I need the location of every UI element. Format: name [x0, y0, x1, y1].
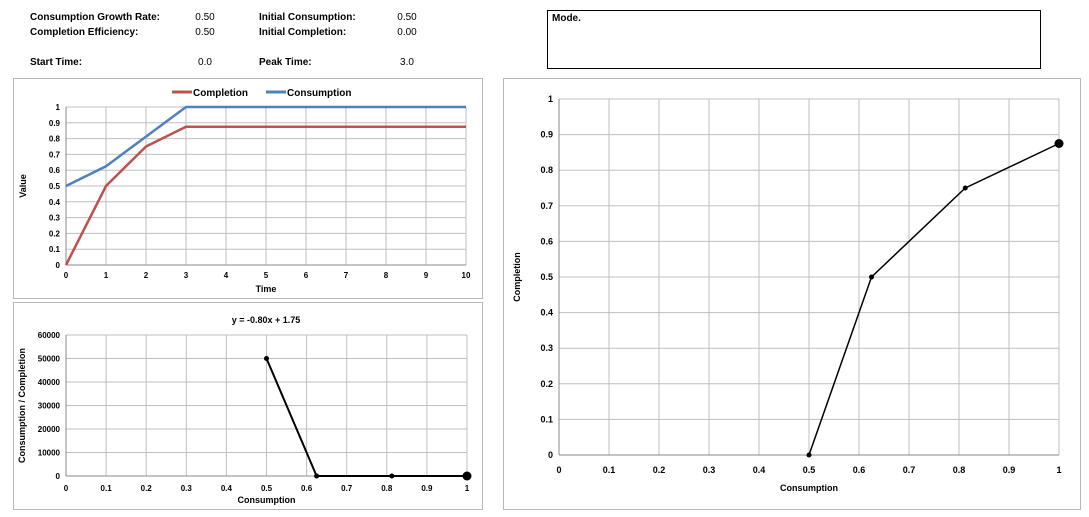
y-tick-label: 20000: [37, 425, 60, 434]
y-tick-label: 60000: [37, 331, 60, 340]
data-point: [807, 453, 812, 458]
y-axis-title: Value: [18, 174, 28, 198]
data-point: [1055, 139, 1064, 148]
x-tick-label: 0.4: [220, 484, 232, 493]
y-tick-label: 0.6: [540, 236, 553, 247]
x-tick-label: 0.1: [602, 465, 616, 475]
y-tick-label: 0.7: [540, 200, 553, 211]
phase-chart-panel[interactable]: [503, 78, 1081, 510]
y-tick-label: 0.1: [540, 414, 553, 425]
x-tick-label: 0.6: [301, 484, 313, 493]
x-tick-label: 0.8: [381, 484, 393, 493]
x-tick-label: 0.5: [260, 484, 273, 493]
x-tick-label: 2: [143, 271, 149, 280]
y-tick-label: 0.2: [540, 378, 553, 389]
x-tick-label: 0.1: [100, 484, 112, 493]
initial-consumption-value[interactable]: 0.50: [397, 12, 417, 23]
x-tick-label: 1: [103, 271, 109, 280]
data-point: [963, 186, 968, 191]
y-tick-label: 1: [55, 103, 60, 112]
x-tick-label: 0.8: [952, 465, 966, 475]
x-tick-label: 6: [303, 271, 309, 280]
ratio-chart: [14, 303, 484, 511]
y-tick-label: 0.8: [48, 134, 60, 144]
y-tick-label: 0.2: [48, 229, 60, 239]
x-tick-label: 0.9: [1002, 465, 1016, 475]
y-tick-label: 0.5: [48, 182, 60, 191]
mode-label: Mode.: [552, 13, 581, 24]
y-tick-label: 10000: [37, 448, 60, 458]
x-axis-title: Time: [255, 284, 277, 294]
phase-chart: [504, 79, 1082, 511]
y-tick-label: 0.1: [48, 245, 60, 255]
peak-time-value[interactable]: 3.0: [400, 57, 414, 68]
x-tick-label: 0.7: [902, 465, 916, 475]
time-series-chart: [14, 79, 484, 300]
chart-title: y = -0.80x + 1.75: [231, 315, 301, 325]
y-tick-label: 0.4: [540, 307, 553, 318]
y-tick-label: 0.9: [48, 118, 60, 128]
initial-consumption-label: Initial Consumption:: [259, 12, 356, 23]
y-tick-label: 0: [55, 261, 60, 270]
x-tick-label: 0: [556, 465, 562, 475]
start-time-label: Start Time:: [30, 57, 83, 68]
x-tick-label: 10: [461, 271, 471, 280]
y-tick-label: 30000: [37, 401, 60, 411]
time-series-chart-panel[interactable]: [13, 78, 483, 299]
y-tick-label: 0.9: [540, 129, 553, 140]
legend-label-consumption: Consumption: [287, 88, 352, 99]
mode-box[interactable]: [547, 10, 1041, 69]
x-tick-label: 0.4: [752, 465, 766, 475]
x-tick-label: 0.2: [652, 465, 666, 475]
x-tick-label: 0: [63, 271, 69, 280]
data-point: [463, 472, 472, 481]
x-tick-label: 0.7: [341, 484, 353, 493]
data-point: [389, 474, 394, 479]
legend-label-completion: Completion: [193, 88, 248, 99]
y-tick-label: 40000: [37, 378, 60, 387]
data-point: [869, 275, 874, 280]
y-tick-label: 0.6: [48, 166, 60, 176]
x-tick-label: 0.3: [702, 465, 716, 475]
y-tick-label: 0: [55, 472, 60, 481]
y-tick-label: 0.3: [540, 343, 553, 354]
consumption-growth-rate-value[interactable]: 0.50: [195, 12, 215, 23]
initial-completion-label: Initial Completion:: [259, 27, 347, 38]
x-tick-label: 1: [464, 484, 470, 493]
x-tick-label: 0.5: [802, 465, 816, 475]
completion-efficiency-value[interactable]: 0.50: [195, 27, 215, 38]
x-tick-label: 1: [1056, 465, 1062, 475]
y-tick-label: 0.4: [48, 197, 60, 207]
x-tick-label: 0.9: [421, 484, 433, 493]
y-tick-label: 1: [547, 94, 553, 104]
completion-efficiency-label: Completion Efficiency:: [30, 27, 139, 38]
initial-completion-value[interactable]: 0.00: [397, 27, 417, 38]
series-line: [267, 359, 468, 477]
data-point: [314, 474, 319, 479]
x-tick-label: 3: [183, 271, 189, 280]
y-tick-label: 0.8: [540, 165, 553, 176]
y-tick-label: 0.5: [540, 272, 553, 282]
ratio-chart-panel[interactable]: [13, 302, 483, 510]
x-tick-label: 4: [223, 271, 229, 280]
x-tick-label: 9: [423, 271, 429, 280]
series-line: [809, 144, 1059, 456]
data-point: [264, 356, 269, 361]
peak-time-label: Peak Time:: [259, 57, 312, 68]
y-tick-label: 0: [547, 450, 553, 460]
x-tick-label: 8: [383, 271, 389, 280]
x-tick-label: 7: [343, 271, 349, 280]
x-tick-label: 5: [263, 271, 269, 280]
x-axis-title: Consumption: [780, 483, 838, 493]
x-axis-title: Consumption: [237, 495, 296, 505]
y-tick-label: 50000: [37, 354, 60, 364]
y-axis-title: Consumption / Completion: [17, 348, 27, 463]
y-tick-label: 0.3: [48, 213, 60, 223]
x-tick-label: 0: [63, 484, 69, 493]
y-axis-title: Completion: [512, 252, 522, 302]
y-tick-label: 0.7: [48, 150, 60, 160]
x-tick-label: 0.3: [180, 484, 192, 493]
start-time-value[interactable]: 0.0: [198, 57, 212, 68]
x-tick-label: 0.2: [140, 484, 152, 493]
consumption-growth-rate-label: Consumption Growth Rate:: [30, 12, 160, 23]
x-tick-label: 0.6: [852, 465, 866, 475]
